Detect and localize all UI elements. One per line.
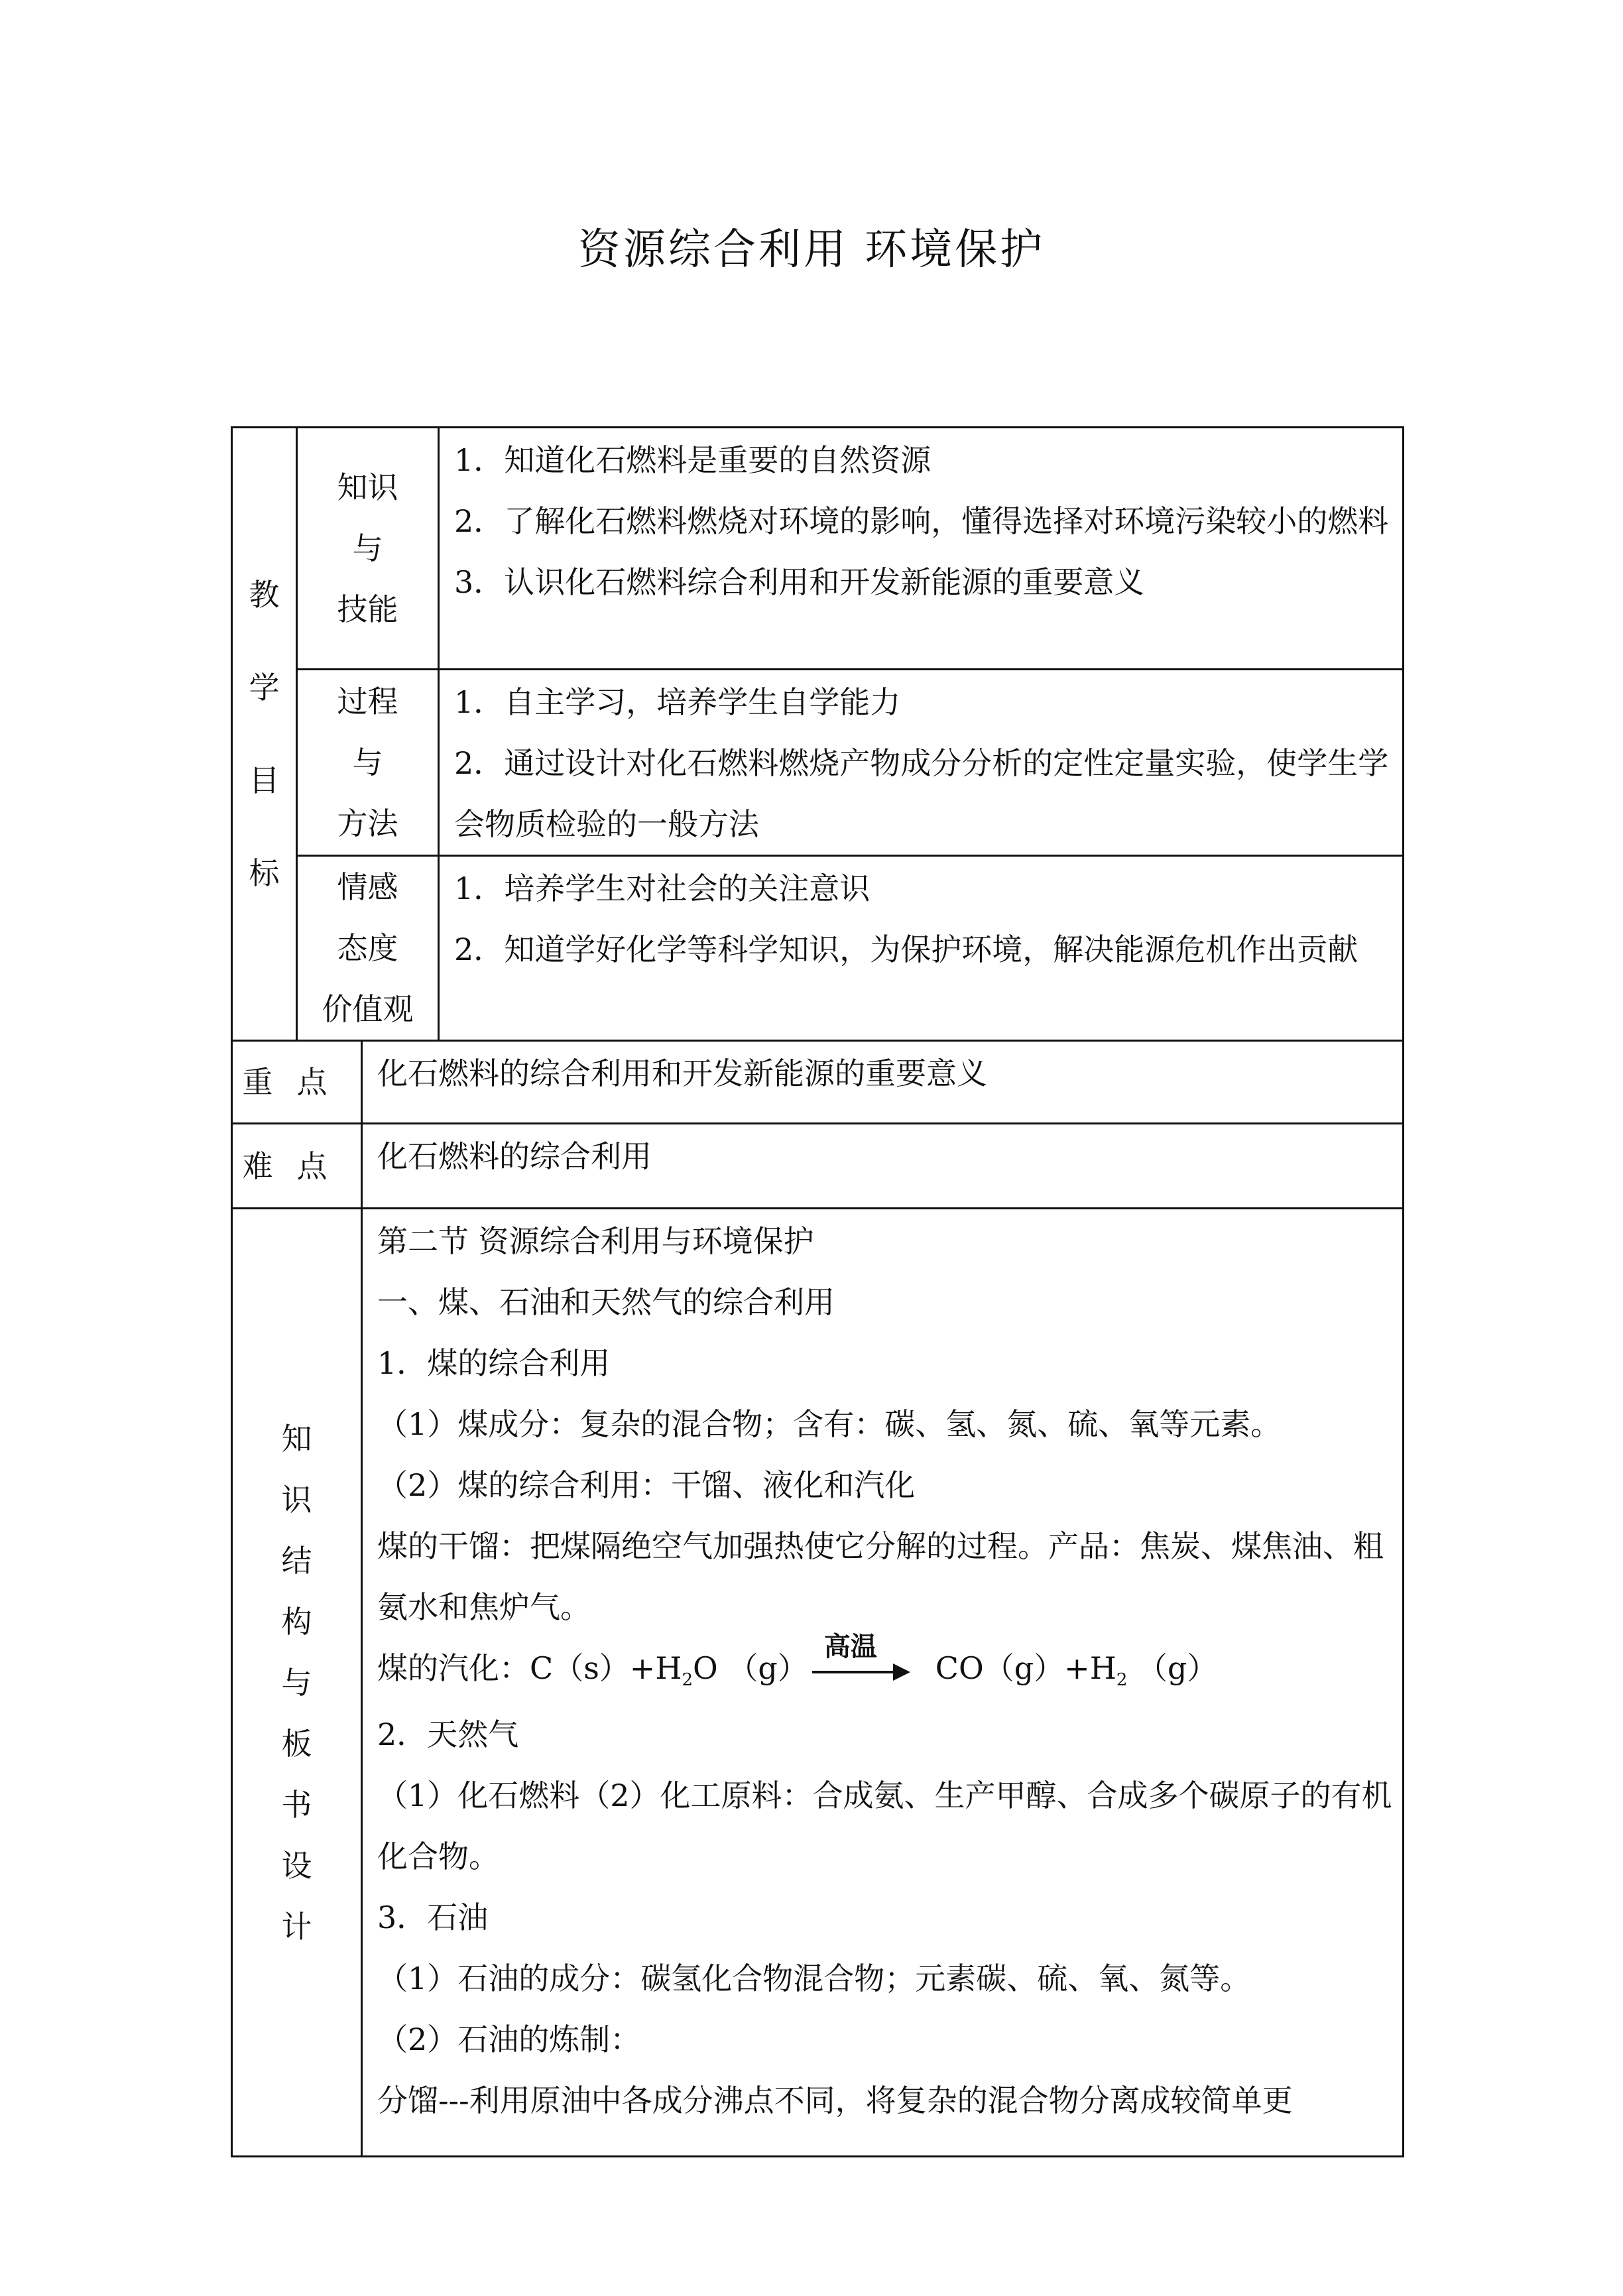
content-line: 煤的干馏：把煤隔绝空气加强热使它分解的过程。产品：焦炭、煤焦油、粗氨水和焦炉气。 — [377, 1528, 1384, 1625]
content-line: 1．煤的综合利用 — [377, 1345, 611, 1381]
knowledge-skills-label: 知识 与 技能 — [297, 428, 439, 670]
lesson-plan-table — [231, 426, 1404, 2157]
difficult-point-label: 难点 — [232, 1124, 362, 1209]
teaching-goals-label: 教 学 目 标 — [232, 428, 297, 1041]
goal-item: 2．通过设计对化石燃料燃烧产物成分分析的定性定量实验，使学生学会物质检验的一般方法 — [454, 745, 1389, 842]
emotion-values-content — [439, 856, 1404, 1041]
content-line: 第二节 资源综合利用与环境保护 — [377, 1223, 814, 1259]
content-line: （1）石油的成分：碳氢化合物混合物；元素碳、硫、氧、氮等。 — [377, 1961, 1251, 1996]
reaction-arrow-icon — [812, 1632, 912, 1691]
goal-item: 1．知道化石燃料是重要的自然资源 — [454, 442, 932, 478]
knowledge-structure-label: 知 识 结 构 与 板 书 设 计 — [232, 1209, 362, 2157]
goal-item: 3．认识化石燃料综合利用和开发新能源的重要意义 — [454, 564, 1145, 600]
goal-item: 2．知道学好化学等科学知识，为保护环境，解决能源危机作出贡献 — [454, 932, 1358, 967]
content-line: 分馏---利用原油中各成分沸点不同，将复杂的混合物分离成较简单更 — [377, 2083, 1293, 2118]
content-line: （2）煤的综合利用：干馏、液化和汽化 — [377, 1467, 916, 1503]
goal-item: 2．了解化石燃料燃烧对环境的影响，懂得选择对环境污染较小的燃料 — [454, 503, 1389, 539]
process-methods-label: 过程 与 方法 — [297, 670, 439, 856]
goal-item: 1．培养学生对社会的关注意识 — [454, 871, 871, 906]
goal-row-knowledge — [232, 428, 1404, 670]
process-methods-content — [439, 670, 1404, 856]
key-point-text: 化石燃料的综合利用和开发新能源的重要意义 — [362, 1041, 1404, 1124]
content-line: 2．天然气 — [377, 1717, 519, 1752]
coal-gasification-equation: 煤的汽化：$C(s)+H_2O$ （g） 高温 $CO(g)+H_2$ （g） — [377, 1632, 1218, 1690]
emotion-values-label: 情感 态度 价值观 — [297, 856, 439, 1041]
goal-item: 1．自主学习，培养学生自学能力 — [454, 684, 901, 720]
key-point-label: 重点 — [232, 1041, 362, 1124]
content-line: 一、煤、石油和天然气的综合利用 — [377, 1284, 835, 1320]
content-line: （2）石油的炼制： — [377, 2022, 641, 2057]
page-title: 资源综合利用 环境保护 — [577, 225, 1046, 274]
knowledge-skills-content — [439, 428, 1404, 670]
content-line: （1）煤成分：复杂的混合物；含有：碳、氢、氮、硫、氧等元素。 — [377, 1406, 1282, 1442]
difficult-point-row — [232, 1124, 1404, 1209]
knowledge-structure-content — [362, 1209, 1404, 2157]
goal-row-emotion — [232, 856, 1404, 1041]
reaction-condition: 高温 — [823, 1632, 877, 1662]
content-line: （1）化石燃料（2）化工原料：合成氨、生产甲醇、合成多个碳原子的有机化合物。 — [377, 1778, 1392, 1874]
content-line: 3．石油 — [377, 1900, 489, 1935]
knowledge-structure-row — [232, 1209, 1404, 2157]
goal-row-process — [232, 670, 1404, 856]
key-point-row — [232, 1041, 1404, 1124]
difficult-point-text: 化石燃料的综合利用 — [362, 1124, 1404, 1209]
